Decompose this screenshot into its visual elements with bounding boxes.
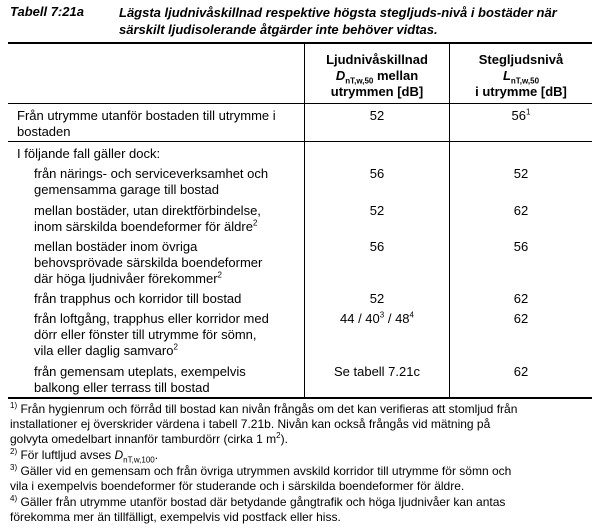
table-cell-level-difference: 52 (369, 108, 385, 123)
footnote-4: $^{4)}$ Gäller från utrymme utanför bostad där betydande gångtrafik och höga ljudnivåer kan antas förekomma mer än tillfälligt, exempelvis vid postfack eller hiss. (10, 494, 506, 524)
table-cell-level-difference: 56 (369, 239, 385, 254)
table-cell-impact-level: 62 (513, 291, 529, 306)
table-bottom-rule (8, 397, 592, 399)
table-row-label: från loftgång, trapphus eller korridor med dörr eller fönster till utrymme för sömn, vila eller daglig samvaro$^2$ (34, 311, 269, 358)
section-label: I följande fall gäller dock: (17, 146, 161, 161)
footnote-3: $^{3)}$ Gäller vid en gemensam och från övriga utrymmen avskild korridor till utrymme för sömn och vila i exempelvis boendeformer för studerande och i särskilda boendeformer för äldre. (10, 463, 512, 493)
table-cell-impact-level: 52 (513, 166, 529, 181)
table-cell-level-difference: 56 (369, 166, 385, 181)
table-cell-level-difference: $44 / 40^3 / 48^4$ (340, 310, 414, 326)
table-row-label: från gemensam uteplats, exempelvis balkong eller terrass till bostad (34, 364, 246, 395)
header-impact-level: Stegljudsnivå $L_{nT,w,50}$ i utrymme [dB] (475, 52, 567, 99)
header-rule (8, 103, 592, 104)
table-cell-level-difference: 52 (369, 291, 385, 306)
section-rule (8, 141, 592, 142)
table-cell-impact-level: 62 (513, 203, 529, 218)
table-cell-level-difference: 52 (369, 203, 385, 218)
table-cell-impact-level: 56 (513, 239, 529, 254)
table-cell-impact-level: $56^1$ (511, 107, 531, 123)
table-row-label: mellan bostäder inom övriga behovsprövade särskilda boendeformer där höga ljudnivåer förekommer$^2$ (34, 239, 263, 286)
footnote-1: $^{1)}$ Från hygienrum och förråd till bostad kan nivån frångås om det kan verifieras att stomljud från installationer ej överskrider värdena i tabell 7.21b. Nivån kan också frångås vid mätning på golvyta omedelbart innanför tamburdörr (cirka 1 $m^2$). (10, 401, 518, 446)
table-title: Lägsta ljudnivåskillnad respektive högsta stegljuds-nivå i bostäder när särskilt ljudisolerande åtgärder inte behöver vidtas. (119, 5, 557, 37)
table-top-rule (8, 42, 592, 44)
table-cell-level-difference: Se tabell 7.21c (333, 364, 420, 379)
table-label: Tabell 7:21a (10, 4, 84, 19)
table-row-label: Från utrymme utanför bostaden till utrymme i bostaden (17, 108, 276, 139)
table-row-label: mellan bostäder, utan direktförbindelse, inom särskilda boendeformer för äldre$^2$ (34, 203, 261, 234)
table-cell-impact-level: 62 (513, 364, 529, 379)
header-level-difference: Ljudnivåskillnad $D_{nT,w,50}$ mellan utrymmen [dB] (326, 52, 428, 99)
table-row-label: från närings- och serviceverksamhet och gemensamma garage till bostad (34, 166, 269, 197)
table-row-label: från trapphus och korridor till bostad (34, 291, 242, 306)
footnote-2: $^{2)}$ För luftljud avses $D_{nT,w,100}$. (10, 447, 159, 465)
table-cell-impact-level: 62 (513, 311, 529, 326)
